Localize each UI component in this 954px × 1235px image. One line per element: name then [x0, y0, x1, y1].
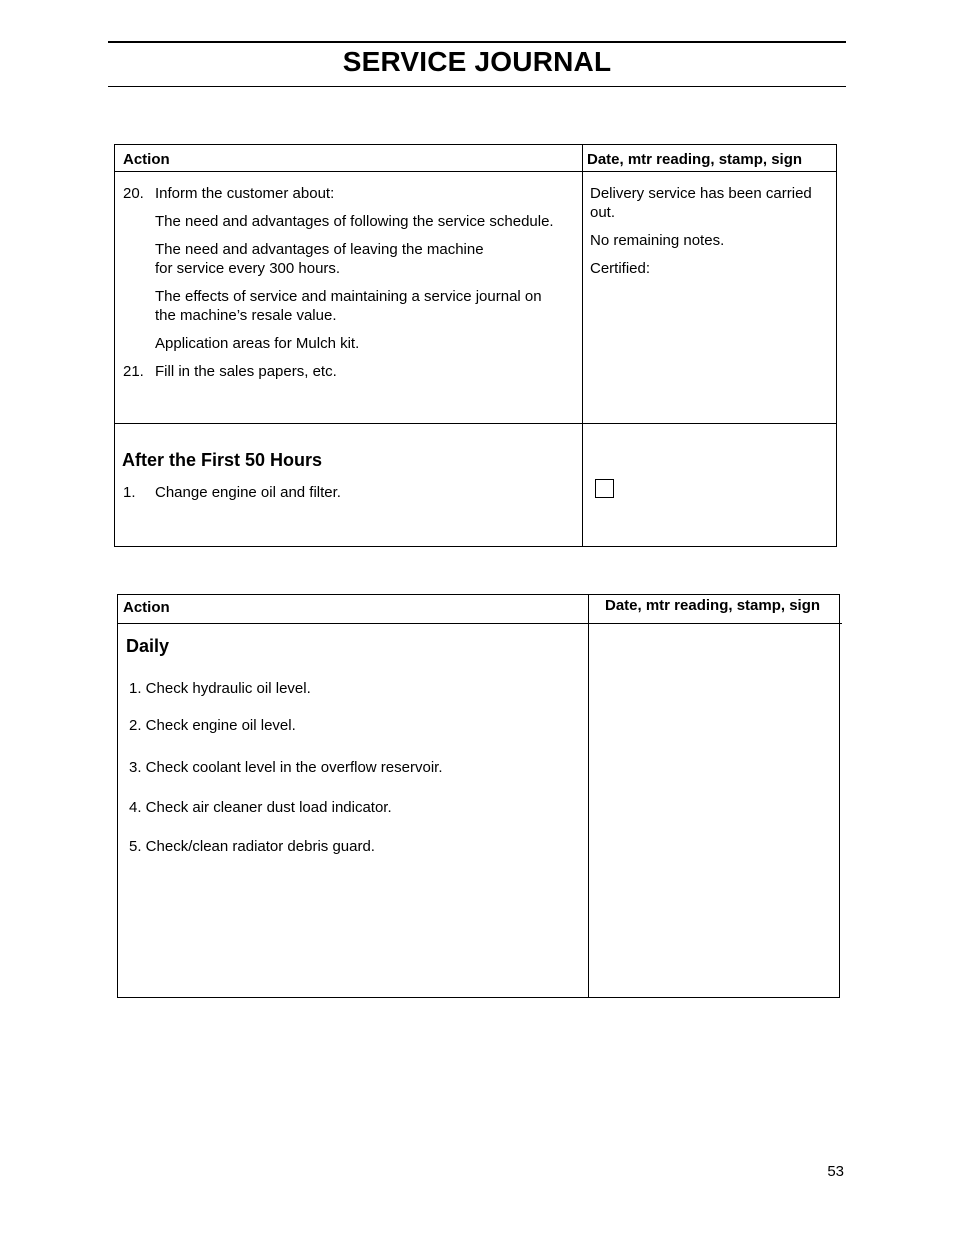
- table-column-divider: [588, 595, 589, 997]
- item-20-sub-2a: The need and advantages of leaving the machine: [155, 241, 484, 258]
- list-item: 4. Check air cleaner dust load indicator.: [129, 799, 392, 816]
- table-row-divider: [115, 423, 836, 424]
- delivery-service-table: [114, 144, 837, 547]
- header-date-stamp: Date, mtr reading, stamp, sign: [605, 597, 821, 614]
- sign-off-checkbox[interactable]: [595, 479, 614, 498]
- item-20-sub-4: Application areas for Mulch kit.: [155, 335, 360, 352]
- delivery-note-line-1: Delivery service has been carried: [590, 185, 812, 202]
- table-column-divider: [582, 145, 583, 546]
- item-20-sub-3a: The effects of service and maintaining a service journal on: [155, 288, 542, 305]
- title-top-rule: [108, 41, 846, 43]
- section-daily: Daily: [126, 636, 170, 656]
- item-21-number: 21.: [123, 363, 144, 380]
- table-header-divider: [118, 623, 842, 624]
- item-20-sub-2b: for service every 300 hours.: [155, 260, 341, 277]
- header-action: Action: [123, 599, 170, 616]
- header-date-stamp: Date, mtr reading, stamp, sign: [587, 151, 803, 168]
- header-action: Action: [123, 151, 170, 168]
- item-20-text: Inform the customer about:: [155, 185, 335, 202]
- list-item: 5. Check/clean radiator debris guard.: [129, 838, 375, 855]
- item-20-number: 20.: [123, 185, 144, 202]
- title-bottom-rule: [108, 86, 846, 87]
- item-20-sub-3b: the machine’s resale value.: [155, 307, 337, 324]
- certified-label: Certified:: [590, 260, 651, 277]
- remaining-notes: No remaining notes.: [590, 232, 725, 249]
- list-item: 1. Check hydraulic oil level.: [129, 680, 311, 697]
- list-item: 3. Check coolant level in the overflow reservoir.: [129, 759, 443, 776]
- daily-service-table: [117, 594, 840, 998]
- s50-item-1-number: 1.: [123, 484, 136, 501]
- list-item: 2. Check engine oil level.: [129, 717, 296, 734]
- delivery-note-line-2: out.: [590, 204, 616, 221]
- page-number: 53: [827, 1163, 844, 1180]
- table-header-divider: [115, 171, 836, 172]
- s50-item-1-text: Change engine oil and filter.: [155, 484, 341, 501]
- section-first-50-hours: After the First 50 Hours: [122, 450, 323, 470]
- item-21-text: Fill in the sales papers, etc.: [155, 363, 337, 380]
- item-20-sub-1: The need and advantages of following the service schedule.: [155, 213, 554, 230]
- page-title: SERVICE JOURNAL: [342, 46, 612, 77]
